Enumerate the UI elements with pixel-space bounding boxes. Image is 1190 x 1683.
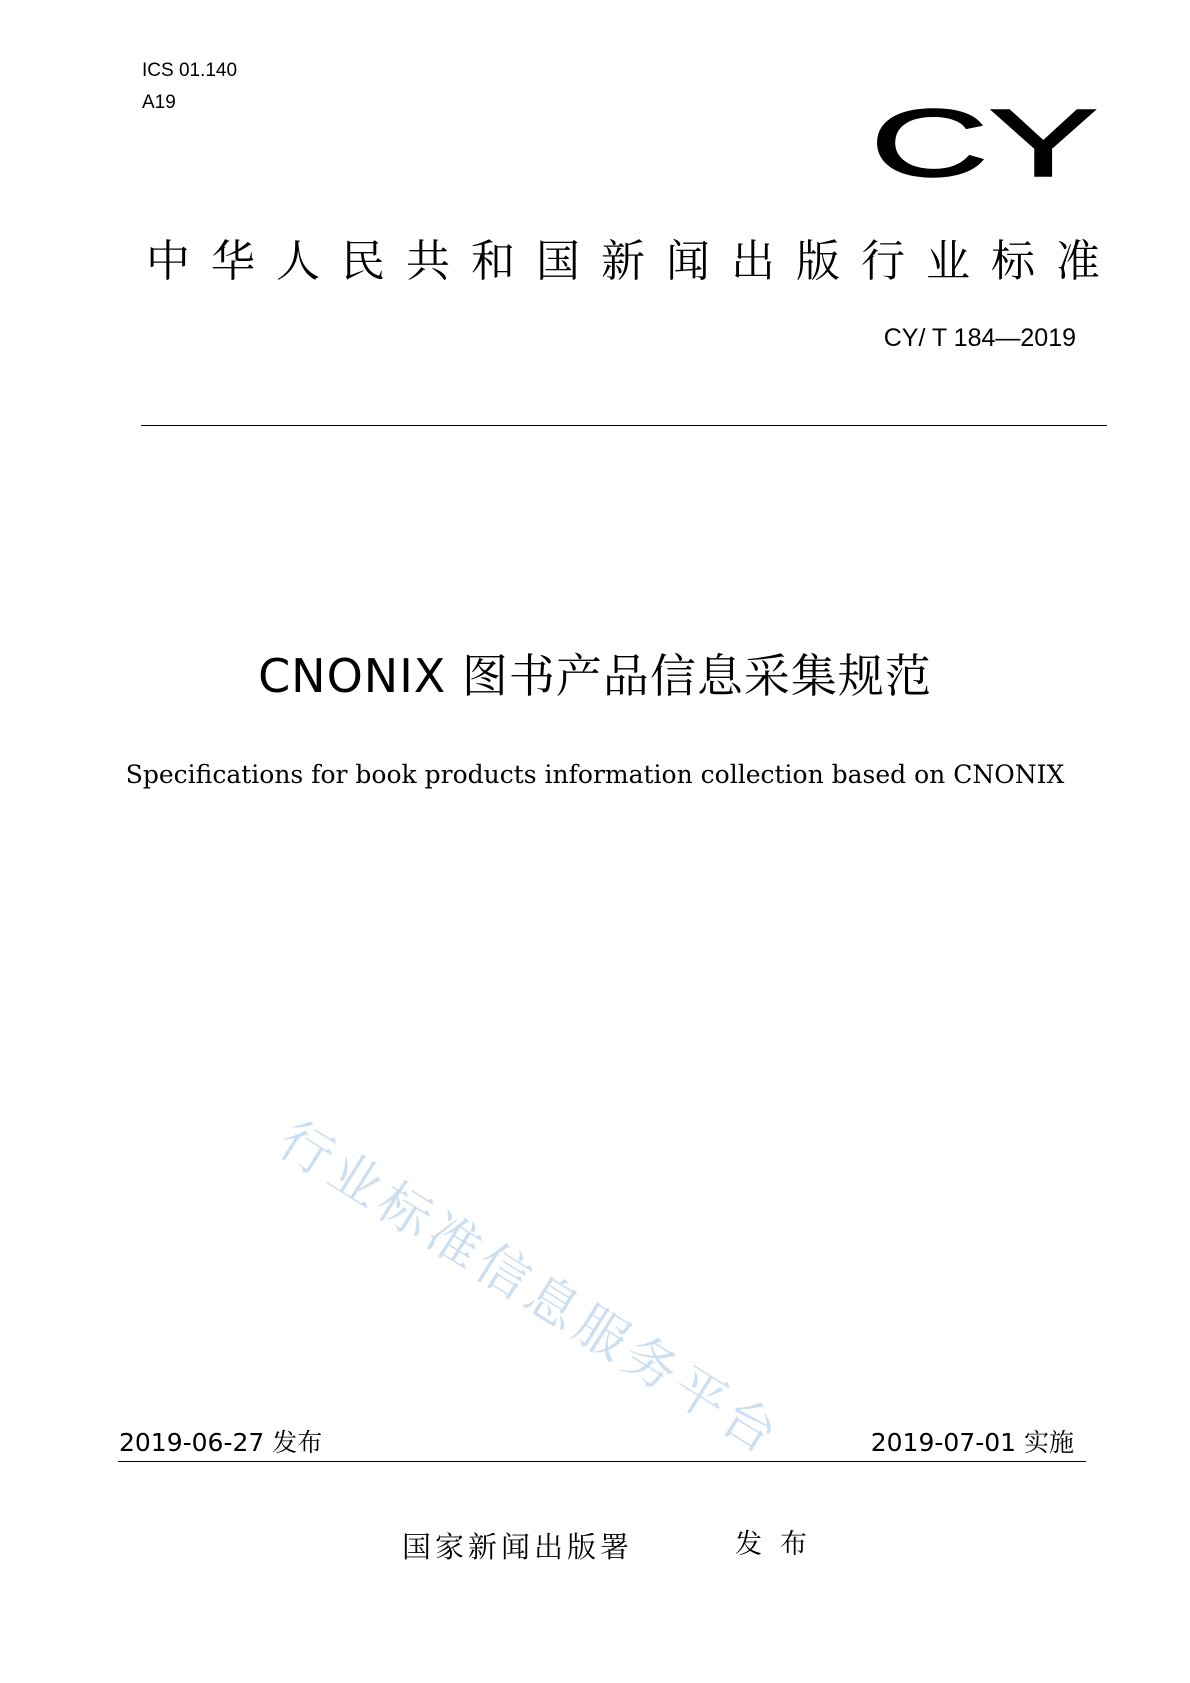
watermark: 行业标准信息服务平台 <box>268 1110 792 1469</box>
header-divider <box>141 425 1107 426</box>
publish-label: 发布 <box>735 1529 825 1560</box>
classification-code: A19 <box>142 92 176 113</box>
footer-divider <box>118 1461 1086 1462</box>
issue-date: 2019-06-27 发布 <box>119 1428 323 1457</box>
standard-type: 中华人民共和国新闻出版行业标准 <box>146 236 1121 287</box>
implementation-date: 2019-07-01 实施 <box>870 1428 1074 1457</box>
standard-number: CY/ T 184—2019 <box>883 324 1076 352</box>
ics-code: ICS 01.140 <box>142 60 238 81</box>
cy-logo-text: CY <box>870 104 1098 184</box>
page-subtitle-en: Specifications for book products information collection based on CNONIX <box>125 760 1065 789</box>
cy-logo <box>868 104 1100 184</box>
publisher-name: 国家新闻出版署 <box>402 1530 634 1564</box>
page-title: CNONIX 图书产品信息采集规范 <box>258 649 932 703</box>
